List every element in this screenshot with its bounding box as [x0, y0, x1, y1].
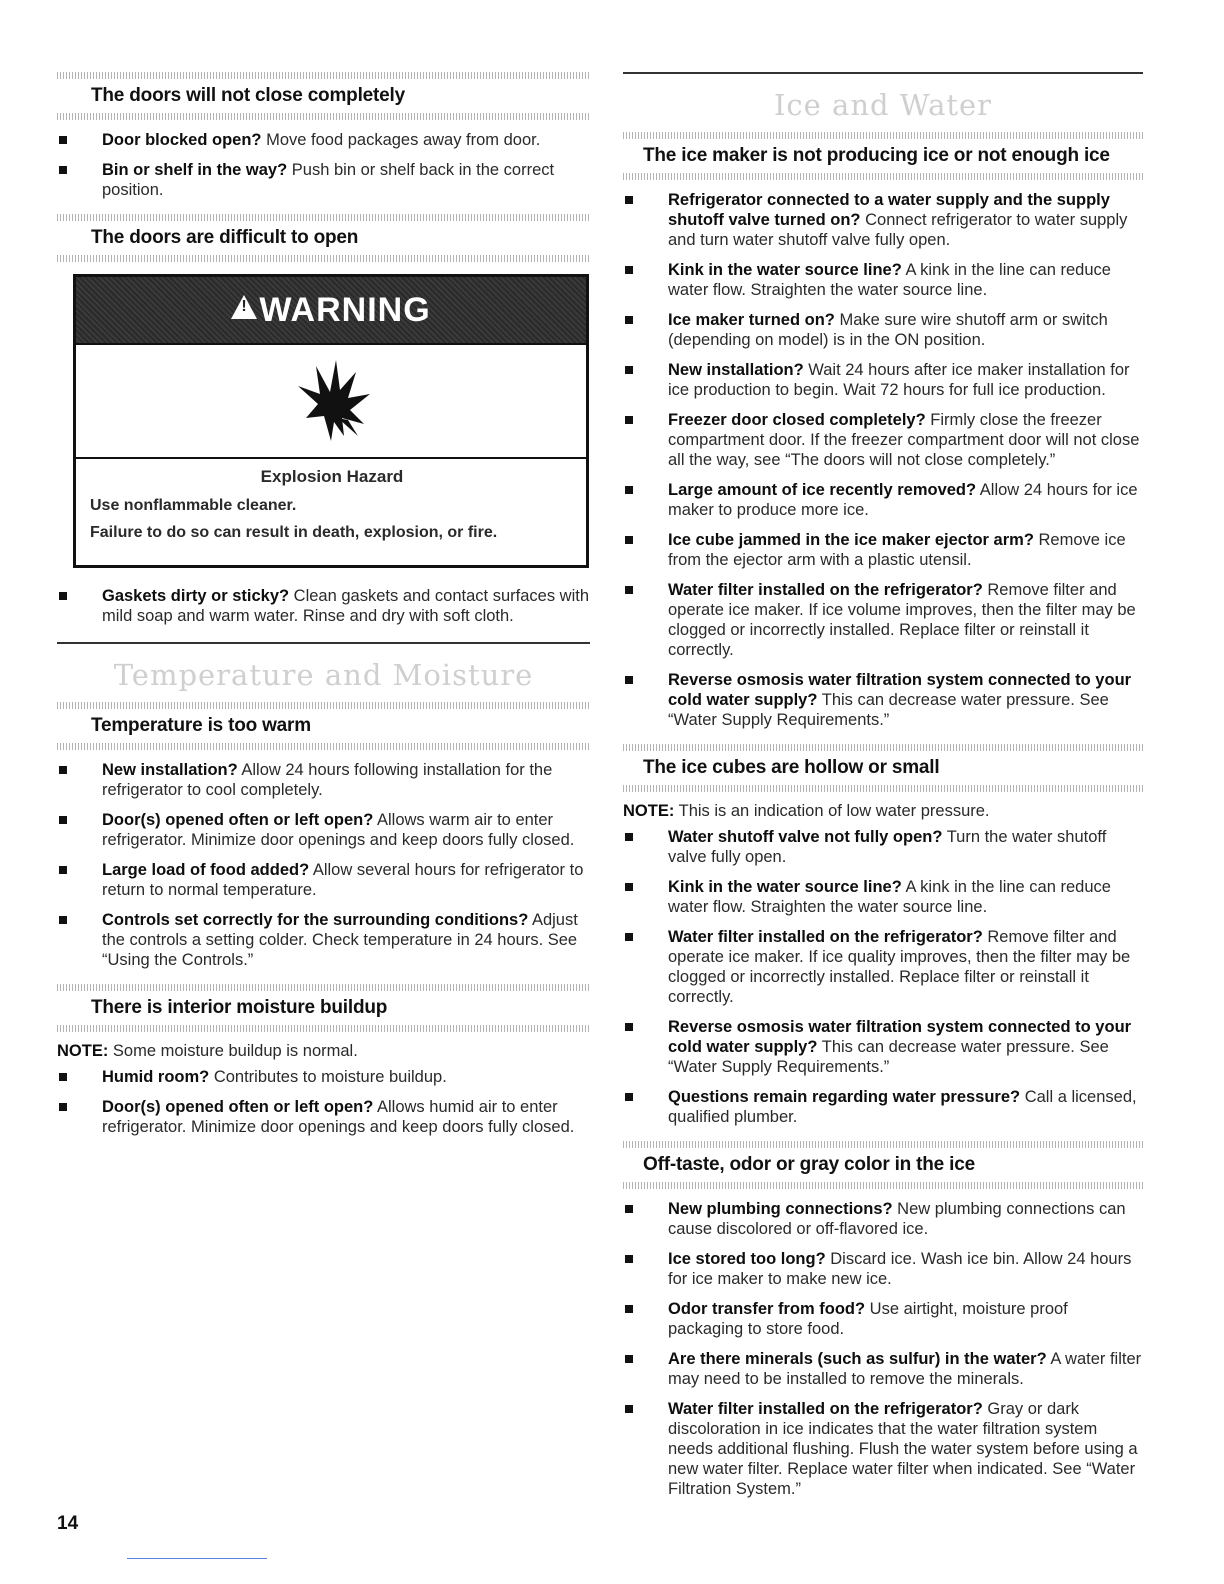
- list-item: [623, 927, 1143, 1007]
- warning-body: [76, 459, 586, 565]
- list-temp-too-warm: [57, 760, 590, 970]
- item-question: Door(s) opened often or left open?: [102, 811, 374, 829]
- item-question: Gaskets dirty or sticky?: [102, 587, 290, 605]
- page-number: 14: [57, 1513, 79, 1534]
- note-moisture: [57, 1041, 590, 1061]
- list-item: [623, 260, 1143, 300]
- list-item: [623, 580, 1143, 660]
- list-item: [57, 1067, 590, 1087]
- item-answer: Allows humid air to enter refrigerator. Minimize door openings and keep doors fully closed.: [102, 1098, 575, 1136]
- item-answer: Allow several hours for refrigerator to return to normal temperature.: [102, 861, 584, 899]
- list-item: [623, 1017, 1143, 1077]
- item-answer: This can decrease water pressure. See “Water Supply Requirements.”: [668, 1038, 1109, 1076]
- list-ice-not-producing: [623, 190, 1143, 730]
- item-question: Water filter installed on the refrigerator?: [668, 928, 983, 946]
- item-question: Reverse osmosis water filtration system connected to your cold water supply?: [668, 1018, 1132, 1056]
- list-item: [623, 1249, 1143, 1289]
- list-item: [623, 827, 1143, 867]
- item-answer: Use airtight, moisture proof packaging to store food.: [668, 1300, 1068, 1338]
- item-question: Water shutoff valve not fully open?: [668, 828, 943, 846]
- item-question: Water filter installed on the refrigerator?: [668, 1400, 983, 1418]
- explosion-icon: [76, 343, 586, 459]
- item-question: New installation?: [668, 361, 804, 379]
- list-item: [623, 410, 1143, 470]
- item-question: Ice maker turned on?: [668, 311, 835, 329]
- list-item: [57, 1097, 590, 1137]
- subheading-doors-not-close: The doors will not close completely: [91, 85, 405, 106]
- subheading-doors-difficult: The doors are difficult to open: [91, 227, 359, 248]
- warning-heading: WARNING: [259, 290, 431, 329]
- item-question: Freezer door closed completely?: [668, 411, 926, 429]
- item-answer: Allow 24 hours following installation for the refrigerator to cool completely.: [102, 761, 553, 799]
- item-question: Kink in the water source line?: [668, 261, 902, 279]
- dotted-rule: [57, 255, 590, 262]
- item-answer: Remove filter and operate ice maker. If ice volume improves, then the filter may be clogged or incorrectly installed. Replace filter or reinstall it correctly.: [668, 581, 1136, 659]
- warning-triangle-icon: [231, 295, 257, 319]
- subheading-moisture: There is interior moisture buildup: [91, 997, 388, 1018]
- item-answer: Firmly close the freezer compartment door. If the freezer compartment door will not close all the way, see “The doors will not close completely.”: [668, 411, 1140, 469]
- list-item: [623, 190, 1143, 250]
- subheading-ice-hollow: The ice cubes are hollow or small: [643, 757, 940, 778]
- item-question: New installation?: [102, 761, 238, 779]
- list-item: [623, 1299, 1143, 1339]
- list-item: [623, 877, 1143, 917]
- item-answer: Contributes to moisture buildup.: [209, 1068, 447, 1086]
- list-doors-not-close: [57, 130, 590, 200]
- left-column: [57, 60, 590, 1147]
- list-off-taste: [623, 1199, 1143, 1499]
- subheading-off-taste: Off-taste, odor or gray color in the ice: [643, 1154, 975, 1175]
- dotted-rule: [623, 173, 1143, 180]
- dotted-rule: [57, 984, 590, 991]
- dotted-rule: [623, 1141, 1143, 1148]
- note-text: Some moisture buildup is normal.: [108, 1042, 358, 1060]
- warning-box: [73, 274, 589, 568]
- item-question: Ice stored too long?: [668, 1250, 826, 1268]
- item-question: Odor transfer from food?: [668, 1300, 866, 1318]
- item-answer: Allow 24 hours for ice maker to produce more ice.: [668, 481, 1138, 519]
- item-question: Door(s) opened often or left open?: [102, 1098, 374, 1116]
- warning-header: [76, 277, 586, 343]
- item-answer: Turn the water shutoff valve fully open.: [668, 828, 1107, 866]
- item-question: Large amount of ice recently removed?: [668, 481, 977, 499]
- item-answer: Allows warm air to enter refrigerator. Minimize door openings and keep doors fully closed.: [102, 811, 575, 849]
- item-answer: A kink in the line can reduce water flow. Straighten the water source line.: [668, 261, 1111, 299]
- item-answer: A kink in the line can reduce water flow. Straighten the water source line.: [668, 878, 1111, 916]
- item-question: Controls set correctly for the surrounding conditions?: [102, 911, 529, 929]
- item-answer: Push bin or shelf back in the correct position.: [102, 161, 555, 199]
- item-answer: Discard ice. Wash ice bin. Allow 24 hours for ice maker to make new ice.: [668, 1250, 1132, 1288]
- dotted-rule: [623, 785, 1143, 792]
- item-answer: Clean gaskets and contact surfaces with mild soap and warm water. Rinse and dry with soft cloth.: [102, 587, 590, 625]
- note-hollow: [623, 801, 1143, 821]
- dotted-rule: [57, 72, 590, 79]
- dotted-rule: [623, 132, 1143, 139]
- list-moisture: [57, 1067, 590, 1137]
- item-question: Humid room?: [102, 1068, 210, 1086]
- item-question: Door blocked open?: [102, 131, 262, 149]
- list-item: [57, 586, 590, 626]
- dotted-rule: [57, 1025, 590, 1032]
- note-label: NOTE:: [623, 802, 675, 820]
- item-answer: Remove filter and operate ice maker. If ice quality improves, then the filter may be clogged or incorrectly installed. Replace filter or reinstall it correctly.: [668, 928, 1131, 1006]
- item-answer: Make sure wire shutoff arm or switch (depending on model) is in the ON position.: [668, 311, 1108, 349]
- item-question: Ice cube jammed in the ice maker ejector arm?: [668, 531, 1034, 549]
- dotted-rule: [57, 743, 590, 750]
- list-item: [623, 1087, 1143, 1127]
- item-answer: This can decrease water pressure. See “Water Supply Requirements.”: [668, 691, 1109, 729]
- item-question: New plumbing connections?: [668, 1200, 893, 1218]
- item-answer: Move food packages away from door.: [261, 131, 541, 149]
- section-rule: [57, 642, 590, 644]
- item-answer: Adjust the controls a setting colder. Check temperature in 24 hours. See “Using the Controls.”: [102, 911, 578, 969]
- list-item: [57, 160, 590, 200]
- list-item: [57, 860, 590, 900]
- list-item: [57, 760, 590, 800]
- item-question: Questions remain regarding water pressure?: [668, 1088, 1021, 1106]
- section-title-ice-water: Ice and Water: [773, 88, 993, 122]
- item-question: Large load of food added?: [102, 861, 310, 879]
- section-rule: [623, 72, 1143, 74]
- list-item: [623, 530, 1143, 570]
- item-question: Bin or shelf in the way?: [102, 161, 288, 179]
- item-answer: Gray or dark discoloration in ice indicates that the water filtration system needs additional flushing. Flush the water system before using a new water filter. Replace water filter when indicated. See “Water Filtration System.”: [668, 1400, 1138, 1498]
- warning-line: Failure to do so can result in death, explosion, or fire.: [90, 524, 498, 541]
- list-item: [623, 1199, 1143, 1239]
- list-item: [623, 670, 1143, 730]
- footer-line: [127, 1558, 267, 1559]
- item-question: Refrigerator connected to a water supply and the supply shutoff valve turned on?: [668, 191, 1110, 229]
- list-item: [623, 1399, 1143, 1499]
- list-item: [623, 360, 1143, 400]
- list-item: [623, 1349, 1143, 1389]
- warning-hazard: Explosion Hazard: [260, 467, 404, 486]
- item-answer: A water filter may need to be installed to remove the minerals.: [668, 1350, 1142, 1388]
- item-question: Kink in the water source line?: [668, 878, 902, 896]
- list-item: [57, 910, 590, 970]
- dotted-rule: [623, 1182, 1143, 1189]
- item-question: Reverse osmosis water filtration system connected to your cold water supply?: [668, 671, 1132, 709]
- list-item: [623, 310, 1143, 350]
- dotted-rule: [57, 113, 590, 120]
- dotted-rule: [623, 744, 1143, 751]
- dotted-rule: [57, 214, 590, 221]
- item-question: Are there minerals (such as sulfur) in the water?: [668, 1350, 1047, 1368]
- note-label: NOTE:: [57, 1042, 109, 1060]
- item-answer: Wait 24 hours after ice maker installation for ice production to begin. Wait 72 hours for full ice production.: [668, 361, 1130, 399]
- list-item: [623, 480, 1143, 520]
- item-answer: New plumbing connections can cause discolored or off-flavored ice.: [668, 1200, 1126, 1238]
- note-text: This is an indication of low water pressure.: [674, 802, 990, 820]
- section-title-temperature-moisture: Temperature and Moisture: [113, 658, 534, 692]
- list-gaskets: [57, 586, 590, 626]
- subheading-temp-too-warm: Temperature is too warm: [91, 715, 311, 736]
- item-answer: Call a licensed, qualified plumber.: [668, 1088, 1137, 1126]
- warning-line: Use nonflammable cleaner.: [90, 497, 297, 514]
- dotted-rule: [57, 702, 590, 709]
- item-answer: Connect refrigerator to water supply and turn water shutoff valve fully open.: [668, 211, 1128, 249]
- list-item: [57, 810, 590, 850]
- item-question: Water filter installed on the refrigerator?: [668, 581, 983, 599]
- list-item: [57, 130, 590, 150]
- right-column: [623, 60, 1143, 1509]
- list-ice-hollow: [623, 827, 1143, 1127]
- subheading-ice-not-producing: The ice maker is not producing ice or not enough ice: [643, 145, 1110, 166]
- item-answer: Remove ice from the ejector arm with a plastic utensil.: [668, 531, 1126, 569]
